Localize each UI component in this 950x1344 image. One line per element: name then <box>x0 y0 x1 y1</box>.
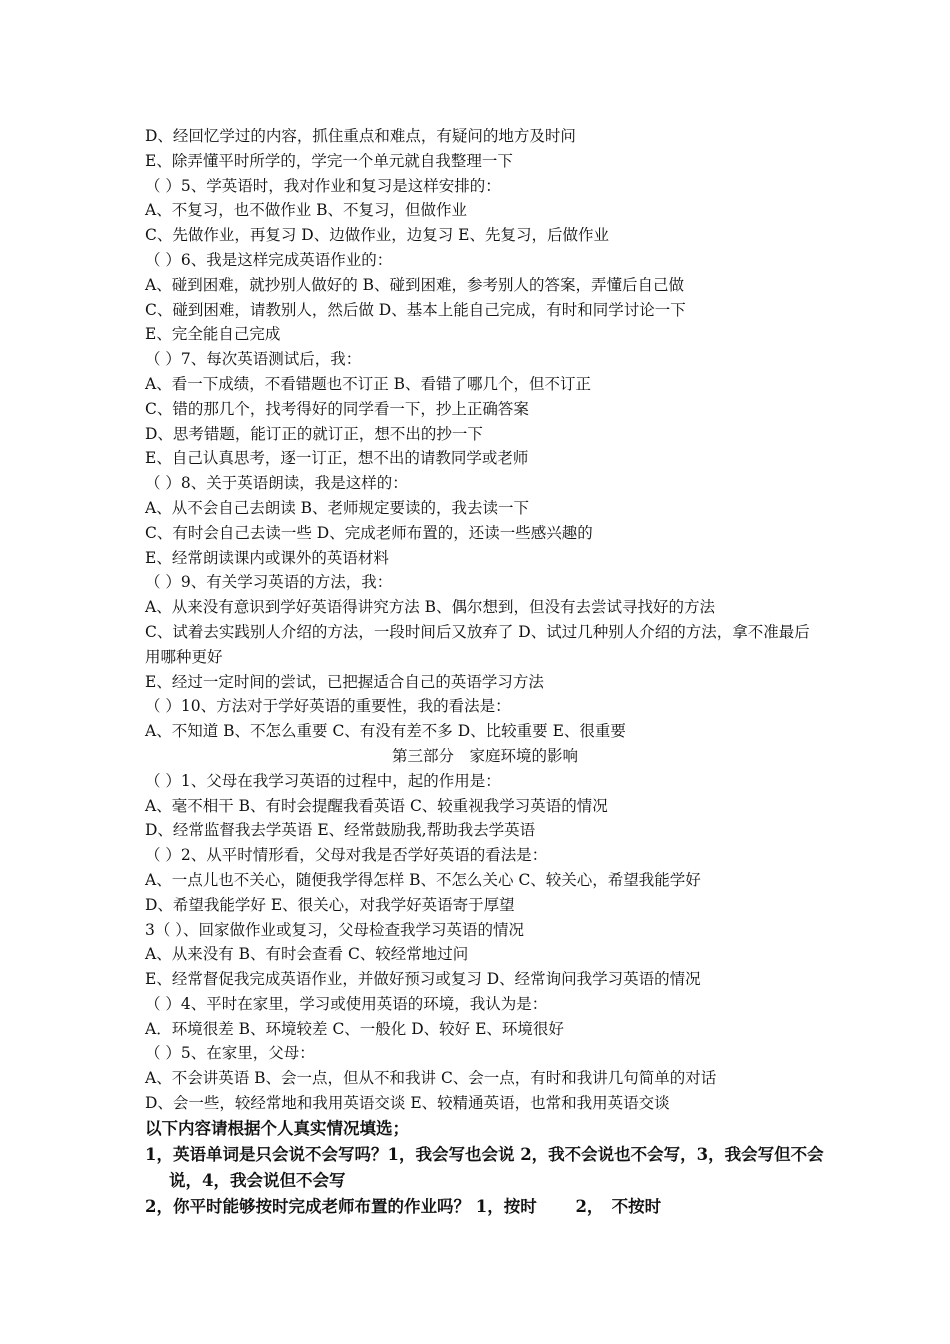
text-line: （ ）8、关于英语朗读，我是这样的： <box>145 474 408 493</box>
text-line: E、完全能自己完成 <box>145 325 281 344</box>
text-line: D、经常监督我去学英语 E、经常鼓励我,帮助我去学英语 <box>145 821 536 840</box>
text-line: A、毫不相干 B、有时会提醒我看英语 C、较重视我学习英语的情况 <box>145 796 608 815</box>
question-9-option-c-d: C、试着去实践别人介绍的方法，一段时间后又放弃了 D、试过几种别人介绍的方法，拿不准最后用哪种更好 <box>145 622 810 666</box>
text-line: A、从来没有意识到学好英语得讲究方法 B、偶尔想到，但没有去尝试寻找好的方法 <box>145 598 716 617</box>
text-line: E、除弄懂平时所学的，学完一个单元就自我整理一下 <box>145 151 513 170</box>
text-line: A、不知道 B、不怎么重要 C、有没有差不多 D、比较重要 E、很重要 <box>145 722 626 741</box>
text-line: C、有时会自己去读一些 D、完成老师布置的，还读一些感兴趣的 <box>145 523 593 542</box>
text-line: （ ）9、有关学习英语的方法，我： <box>145 573 393 592</box>
text-line: （ ）5、学英语时，我对作业和复习是这样安排的： <box>145 176 501 195</box>
question-block-method <box>145 124 825 620</box>
text-line: A、一点儿也不关心，随便我学得怎样 B、不怎么关心 C、较关心，希望我能学好 <box>145 870 701 889</box>
text-line: （ ）1、父母在我学习英语的过程中，起的作用是： <box>145 771 501 790</box>
text-line: （ ）6、我是这样完成英语作业的： <box>145 250 393 269</box>
text-line: （ ）5、在家里，父母： <box>145 1044 315 1063</box>
text-line: A、不会讲英语 B、会一点，但从不和我讲 C、会一点，有时和我讲几句简单的对话 <box>145 1069 717 1088</box>
text-line: E、经过一定时间的尝试，已把握适合自己的英语学习方法 <box>145 672 544 691</box>
text-line: D、思考错题，能订正的就订正，想不出的抄一下 <box>145 424 483 443</box>
text-line: （ ）10、方法对于学好英语的重要性，我的看法是： <box>145 697 511 716</box>
text-line: （ ）4、平时在家里，学习或使用英语的环境，我认为是： <box>145 994 548 1013</box>
text-line: C、先做作业，再复习 D、边做作业，边复习 E、先复习，后做作业 <box>145 226 609 245</box>
text-line: A、从不会自己去朗读 B、老师规定要读的，我去读一下 <box>145 498 530 517</box>
text-line: D、希望我能学好 E、很关心，对我学好英语寄于厚望 <box>145 895 515 914</box>
text-line: A．环境很差 B、环境较差 C、一般化 D、较好 E、环境很好 <box>145 1019 564 1038</box>
text-line: （ ）2、从平时情形看，父母对我是否学好英语的看法是： <box>145 846 548 865</box>
text-line: A、不复习，也不做作业 B、不复习，但做作业 <box>145 201 468 220</box>
question-block-importance <box>145 670 825 744</box>
text-line: C、错的那几个，找考得好的同学看一下，抄上正确答案 <box>145 399 529 418</box>
bold-question-2: 2，你平时能够按时完成老师布置的作业吗？ 1，按时 2， 不按时 <box>145 1196 662 1216</box>
text-line: D、会一些，较经常地和我用英语交谈 E、较精通英语，也常和我用英语交谈 <box>145 1094 670 1113</box>
text-line: C、碰到困难，请教别人，然后做 D、基本上能自己完成，有时和同学讨论一下 <box>145 300 686 319</box>
text-line: A、看一下成绩，不看错题也不订正 B、看错了哪几个，但不订正 <box>145 374 592 393</box>
document-page <box>145 124 825 1220</box>
text-line: 3（ ）、回家做作业或复习，父母检查我学习英语的情况 <box>145 920 525 939</box>
text-line: （ ）7、每次英语测试后，我： <box>145 350 362 369</box>
bold-question-1: 1，英语单词是只会说不会写吗？1，我会写也会说 2，我不会说也不会写，3，我会写但不会说，4，我会说但不会写 <box>145 1144 824 1190</box>
text-line: A、从来没有 B、有时会查看 C、较经常地过问 <box>145 945 469 964</box>
section-title: 第三部分 家庭环境的影响 <box>391 746 578 765</box>
text-line: E、经常朗读课内或课外的英语材料 <box>145 548 389 567</box>
text-line: A、碰到困难，就抄别人做好的 B、碰到困难，参考别人的答案，弄懂后自己做 <box>145 275 685 294</box>
text-line: D、经回忆学过的内容，抓住重点和难点，有疑问的地方及时问 <box>145 127 576 145</box>
text-line: E、经常督促我完成英语作业，并做好预习或复习 D、经常询问我学习英语的情况 <box>145 970 701 989</box>
question-block-family <box>145 769 825 1116</box>
bold-intro: 以下内容请根据个人真实情况填选； <box>145 1118 409 1138</box>
text-line: E、自己认真思考，逐一订正，想不出的请教同学或老师 <box>145 449 529 468</box>
